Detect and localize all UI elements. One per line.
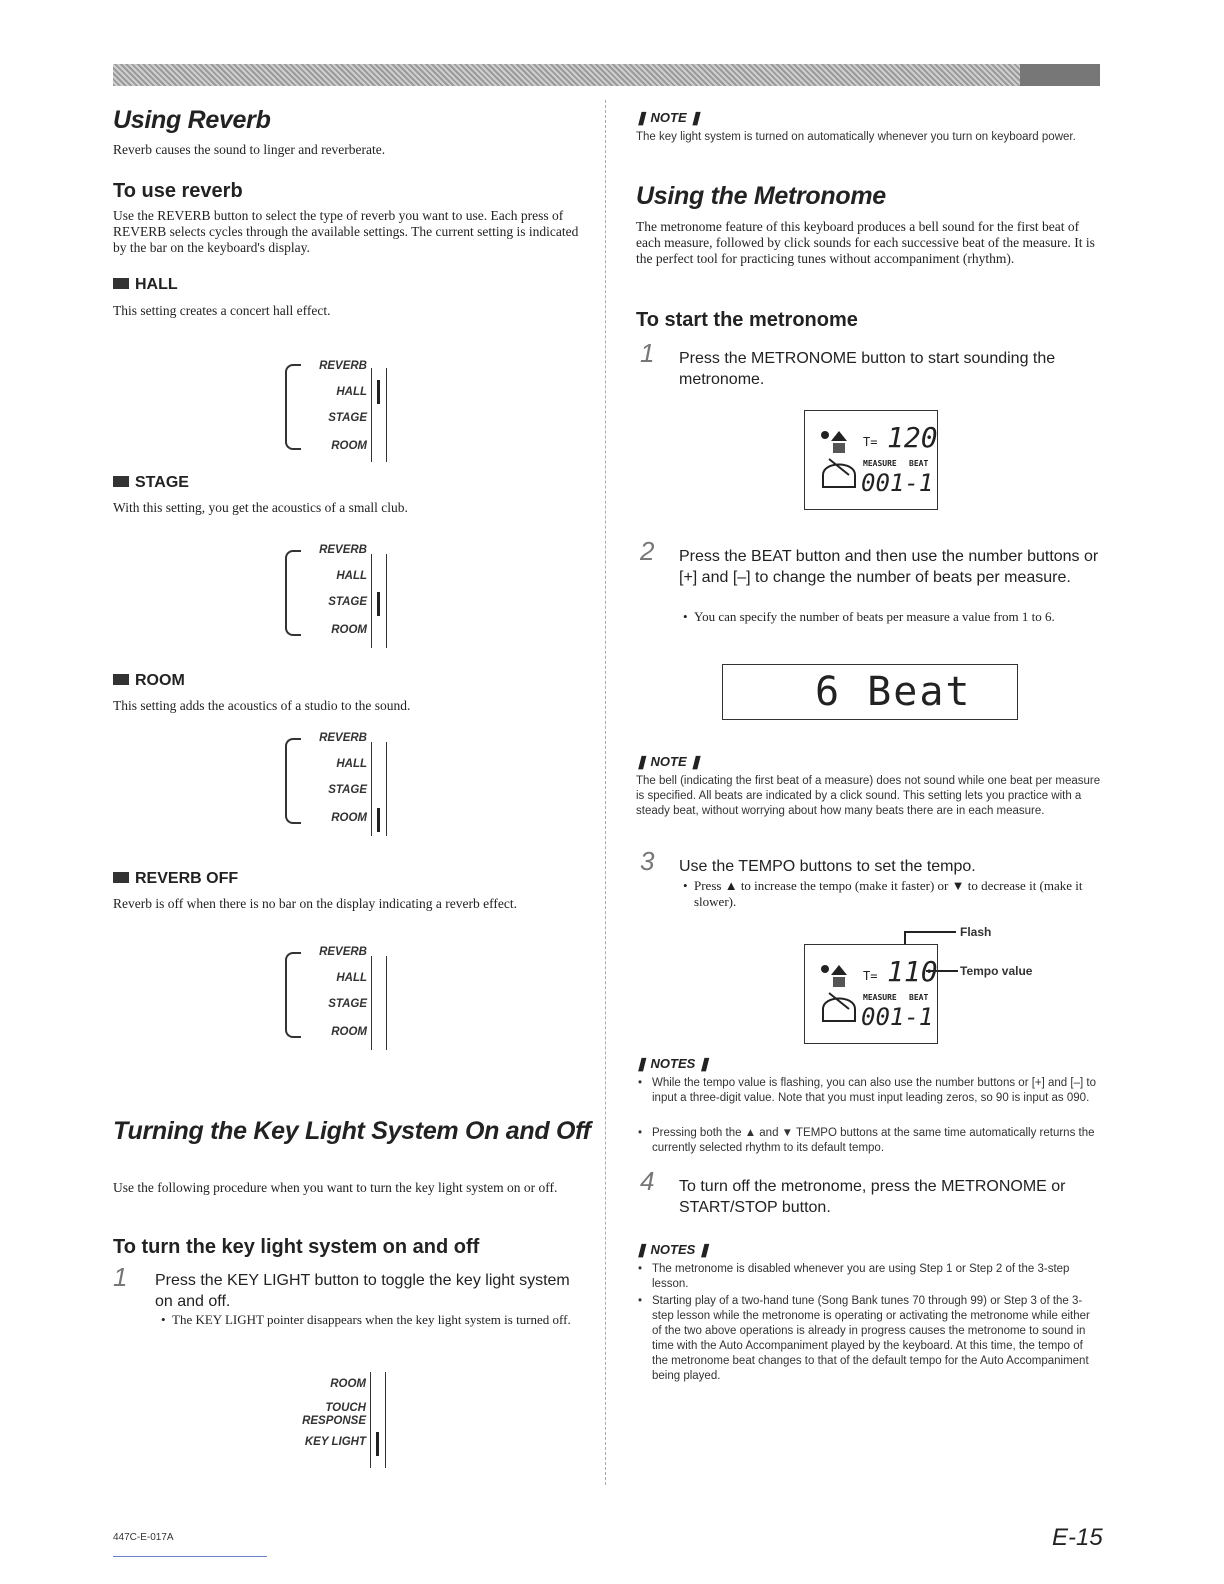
reverb-diagram-hall: REVERB HALL STAGE ROOM	[285, 356, 415, 466]
notes-heading: ❚ NOTES ❚	[636, 1242, 710, 1257]
room-text: This setting adds the acoustics of a studio to the sound.	[113, 698, 411, 713]
reverb-title: Using Reverb	[113, 106, 271, 134]
key-light-step-text: Press the KEY LIGHT button to toggle the key light system on and off.	[155, 1272, 570, 1310]
reverb-indicator-bar	[377, 808, 380, 832]
square-bullet-icon	[113, 872, 129, 883]
note-heading: ❚ NOTE ❚	[636, 754, 702, 769]
start-metronome-heading: To start the metronome	[636, 309, 858, 331]
beat-value: 6 Beat	[815, 669, 972, 715]
reverb-diagram-room: REVERB HALL STAGE ROOM	[285, 728, 415, 838]
step-number: 2	[640, 536, 655, 566]
step3-bullet: • Press ▲ to increase the tempo (make it faster) or ▼ to decrease it (make it slower).	[694, 878, 1102, 910]
reverb-diagram-off: REVERB HALL STAGE ROOM	[285, 942, 415, 1052]
key-light-intro: Use the following procedure when you want to turn the key light system on or off.	[113, 1180, 558, 1195]
key-light-subheading: To turn the key light system on and off	[113, 1236, 480, 1258]
key-light-indicator-bar	[376, 1432, 379, 1456]
reverb-indicator-bar	[377, 380, 380, 404]
note-heading: ❚ NOTE ❚	[636, 110, 702, 125]
reverb-off-text: Reverb is off when there is no bar on the display indicating a reverb effect.	[113, 896, 517, 911]
square-bullet-icon	[113, 674, 129, 685]
stage-text: With this setting, you get the acoustics of a small club.	[113, 500, 408, 515]
metronome-display-flash: T= 110 MEASURE BEAT 001-1	[804, 944, 938, 1044]
page-number: E-15	[1052, 1524, 1103, 1551]
measure-beat-count: 001-1	[861, 469, 934, 497]
step3-text: Use the TEMPO buttons to set the tempo.	[679, 858, 976, 875]
to-use-reverb-text: Use the REVERB button to select the type of reverb you want to use. Each press of REVERB selects cycles through the available settings. The current setting is indicated by the bar on the keyboard's display.	[113, 208, 579, 255]
metronome-title: Using the Metronome	[636, 182, 886, 210]
beat-display	[722, 664, 1018, 720]
step2-text: Press the BEAT button and then use the number buttons or [+] and [–] to change the number of beats per measure.	[679, 548, 1099, 586]
tempo-value: 110	[887, 955, 938, 988]
reverb-off-heading: REVERB OFF	[113, 870, 238, 888]
notes-bullet: • The metronome is disabled whenever you are using Step 1 or Step 2 of the 3-step lesson.	[638, 1263, 1070, 1290]
step-number: 4	[640, 1166, 655, 1196]
room-heading: ROOM	[113, 672, 185, 690]
header-banner-tail	[1020, 64, 1100, 86]
square-bullet-icon	[113, 476, 129, 487]
notes-heading: ❚ NOTES ❚	[636, 1056, 710, 1071]
square-bullet-icon	[113, 278, 129, 289]
hall-heading: HALL	[113, 276, 178, 294]
reverb-diagram-stage: REVERB HALL STAGE ROOM	[285, 540, 415, 650]
column-divider	[605, 100, 606, 1485]
reverb-indicator-bar	[377, 592, 380, 616]
metronome-icon	[819, 425, 859, 491]
flash-leader-line	[904, 931, 956, 933]
notes-bullet: • While the tempo value is flashing, you can also use the number buttons or [+] and [–] to input a three-digit value. Note that you must input leading zeros, so 90 is input as 090.	[638, 1077, 1096, 1104]
metronome-display: T= 120 MEASURE BEAT 001-1	[804, 410, 938, 510]
note-text: The key light system is turned on automatically whenever you turn on keyboard power.	[636, 131, 1076, 143]
to-use-reverb-heading: To use reverb	[113, 180, 243, 202]
note-text: The bell (indicating the first beat of a measure) does not sound while one beat per measure is specified. All beats are indicated by a click sound. This setting lets you practice with a steady beat, without worrying about how many beats there are in each measure.	[636, 775, 1101, 817]
step-number: 1	[640, 338, 655, 368]
metronome-intro: The metronome feature of this keyboard produces a bell sound for the first beat of each measure, followed by click sounds for each successive beat of the measure. It is the perfect tool for practicing tunes without accompaniment (rhythm).	[636, 219, 1095, 266]
tempo-value-label: Tempo value	[960, 964, 1033, 978]
key-light-diagram: ROOM TOUCH RESPONSE KEY LIGHT	[290, 1372, 410, 1472]
hall-text: This setting creates a concert hall effect.	[113, 303, 331, 318]
step2-bullet: • You can specify the number of beats per measure a value from 1 to 6.	[694, 609, 1102, 625]
step-number: 1	[113, 1262, 128, 1292]
header-banner	[113, 64, 1100, 86]
measure-beat-count: 001-1	[861, 1003, 934, 1031]
step1-text: Press the METRONOME button to start sounding the metronome.	[679, 350, 1056, 388]
metronome-icon	[819, 959, 859, 1025]
notes-bullet: • Starting play of a two-hand tune (Song Bank tunes 70 through 99) or Step 3 of the 3-step lesson while the metronome is operating or activating the metronome while either of the two above operations is already in progress causes the metronome to sound in time with the Auto Accompaniment played by the keyboard. At this time, the tempo of the metronome beat changes to that of the default tempo for the Auto Accompaniment being played.	[638, 1295, 1090, 1382]
reverb-intro: Reverb causes the sound to linger and reverberate.	[113, 142, 386, 157]
stage-heading: STAGE	[113, 474, 189, 492]
step4-text: To turn off the metronome, press the METRONOME or START/STOP button.	[679, 1178, 1066, 1216]
document-code: 447C-E-017A	[113, 1532, 174, 1543]
tempo-value: 120	[887, 421, 938, 454]
notes-bullet: • Pressing both the ▲ and ▼ TEMPO buttons at the same time automatically returns the currently selected rhythm to its default tempo.	[638, 1127, 1095, 1154]
flash-label: Flash	[960, 925, 992, 939]
key-light-bullet: • The KEY LIGHT pointer disappears when the key light system is turned off.	[172, 1312, 582, 1328]
flash-leader-line	[904, 931, 906, 945]
step-number: 3	[640, 846, 655, 876]
key-light-title: Turning the Key Light System On and Off	[113, 1117, 591, 1145]
footer-rule	[113, 1556, 267, 1557]
